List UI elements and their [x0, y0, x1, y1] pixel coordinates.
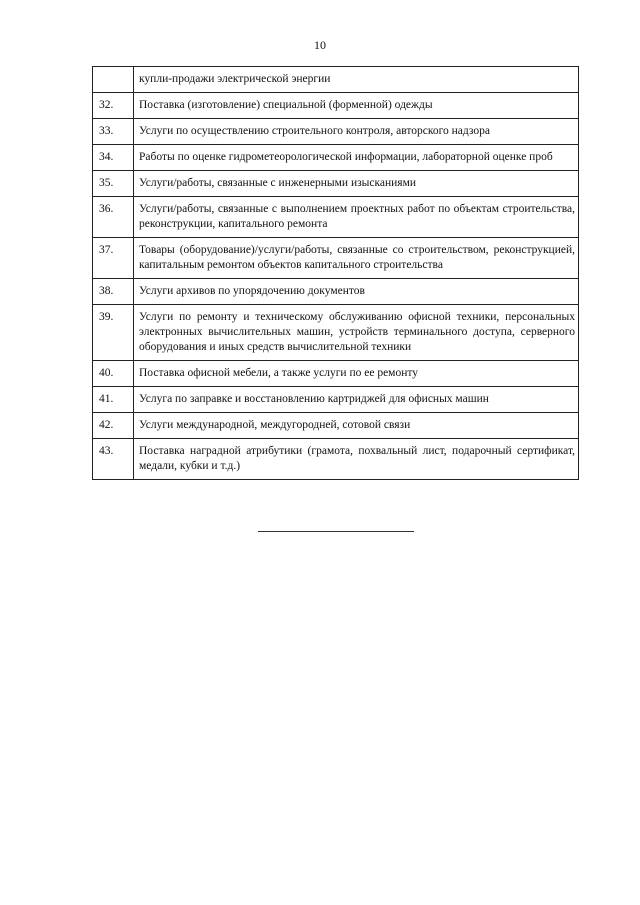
item-number: 43.: [93, 439, 134, 480]
item-number: 35.: [93, 171, 134, 197]
item-number: 34.: [93, 145, 134, 171]
table-row: [93, 387, 579, 413]
table-row: [93, 119, 579, 145]
item-number: 32.: [93, 93, 134, 119]
procurement-items-table: [92, 66, 579, 480]
item-description: Услуги архивов по упорядочению документов: [134, 279, 579, 305]
table-row: [93, 439, 579, 480]
item-description: купли-продажи электрической энергии: [134, 67, 579, 93]
item-number: 33.: [93, 119, 134, 145]
table-row: [93, 171, 579, 197]
item-description: Поставка офисной мебели, а также услуги по ее ремонту: [134, 361, 579, 387]
item-description: Услуга по заправке и восстановлению картриджей для офисных машин: [134, 387, 579, 413]
item-description: Поставка (изготовление) специальной (форменной) одежды: [134, 93, 579, 119]
item-number: 38.: [93, 279, 134, 305]
table-row: [93, 197, 579, 238]
item-number: 36.: [93, 197, 134, 238]
closing-divider: [258, 531, 414, 532]
page-number: 10: [314, 38, 326, 52]
table-row: [93, 93, 579, 119]
table-row: [93, 279, 579, 305]
item-number: 40.: [93, 361, 134, 387]
item-number: 37.: [93, 238, 134, 279]
item-description: Товары (оборудование)/услуги/работы, связанные со строительством, реконструкцией, капитальным ремонтом объектов капитального строительства: [134, 238, 579, 279]
table-row: [93, 145, 579, 171]
item-number: 39.: [93, 305, 134, 361]
item-description: Услуги международной, междугородней, сотовой связи: [134, 413, 579, 439]
item-number: 41.: [93, 387, 134, 413]
item-description: Поставка наградной атрибутики (грамота, похвальный лист, подарочный сертификат, медали, кубки и т.д.): [134, 439, 579, 480]
item-description: Работы по оценке гидрометеорологической информации, лабораторной оценке проб: [134, 145, 579, 171]
item-description: Услуги по осуществлению строительного контроля, авторского надзора: [134, 119, 579, 145]
item-number: [93, 67, 134, 93]
table-row: [93, 67, 579, 93]
item-description: Услуги по ремонту и техническому обслуживанию офисной техники, персональных электронных вычислительных машин, устройств терминального доступа, серверного оборудования и иных средств вычислительной техники: [134, 305, 579, 361]
table-row: [93, 305, 579, 361]
table-row: [93, 413, 579, 439]
item-description: Услуги/работы, связанные с инженерными изысканиями: [134, 171, 579, 197]
item-description: Услуги/работы, связанные с выполнением проектных работ по объектам строительства, реконструкции, капитального ремонта: [134, 197, 579, 238]
table-row: [93, 238, 579, 279]
table-row: [93, 361, 579, 387]
item-number: 42.: [93, 413, 134, 439]
